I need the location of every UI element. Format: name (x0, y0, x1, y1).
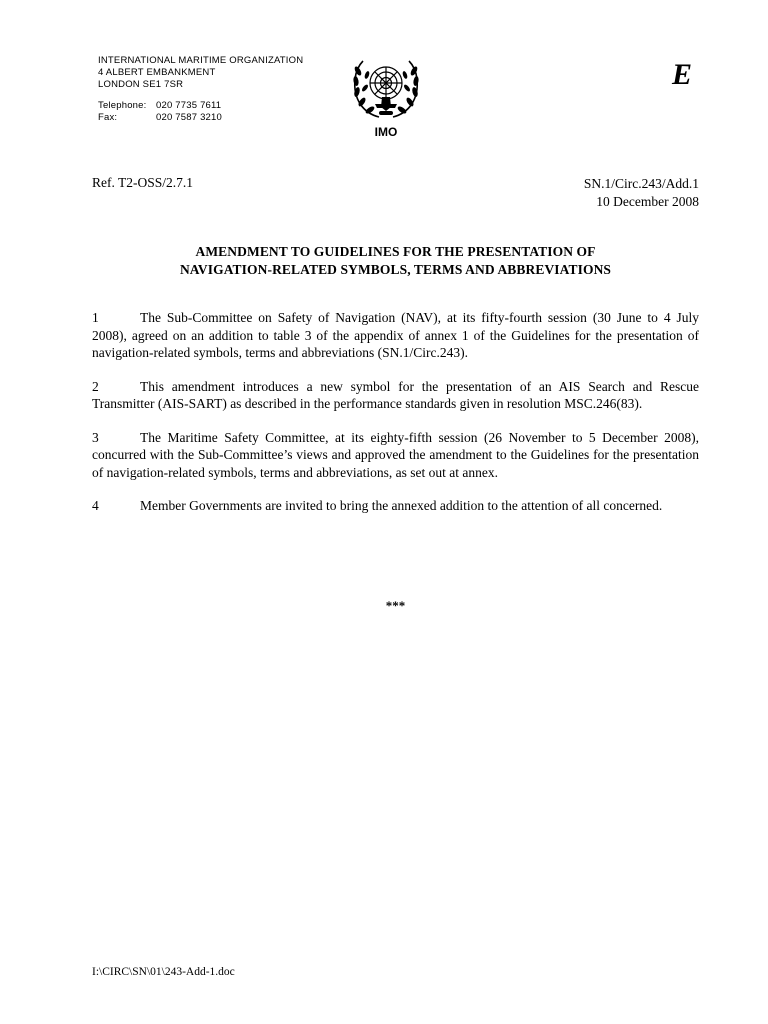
paragraph-text: Member Governments are invited to bring the annexed addition to the attention of all concerned. (140, 498, 663, 513)
org-street: 4 ALBERT EMBANKMENT (98, 67, 216, 78)
circular-number: SN.1/Circ.243/Add.1 (583, 176, 699, 191)
title-line-2: NAVIGATION-RELATED SYMBOLS, TERMS AND ABBREVIATIONS (179, 262, 612, 277)
paragraph-number: 1 (92, 310, 99, 325)
paragraph-text: The Sub-Committee on Safety of Navigation (NAV), at its fifty-fourth session (30 June to 4 July 2008), agreed on an addition to table 3 of the appendix of annex 1 of the Guidelines for the presentation of navigation-related symbols, terms and abbreviations (SN.1/Circ.243). (92, 310, 699, 360)
document-body (92, 309, 699, 531)
paragraph-number: 4 (92, 498, 99, 513)
fax-row (98, 112, 303, 124)
paragraph (92, 429, 699, 482)
paragraph (92, 497, 699, 515)
language-code: E (671, 58, 692, 91)
paragraph-text: This amendment introduces a new symbol for the presentation of an AIS Search and Rescue Transmitter (AIS-SART) as described in the performance standards given in resolution MSC.246(83). (92, 378, 699, 411)
letterhead-address (98, 55, 303, 124)
paragraph-text: The Maritime Safety Committee, at its eighty-fifth session (26 November to 5 December 2008), concurred with the Sub-Committee’s views and approved the amendment to the Guidelines for the presentation of navigation-related symbols, terms and abbreviations, as set out at annex. (92, 429, 699, 480)
telephone-row (98, 100, 303, 112)
un-laurel-emblem-icon (349, 55, 423, 123)
fax-number: 020 7587 3210 (156, 112, 222, 123)
paragraph (92, 378, 699, 413)
paragraph (92, 309, 699, 362)
paragraph-number: 3 (92, 429, 99, 445)
org-name: INTERNATIONAL MARITIME ORGANIZATION (98, 55, 304, 66)
reference-number: Ref. T2-OSS/2.7.1 (92, 175, 194, 190)
section-separator: *** (385, 598, 406, 613)
contact-block (98, 100, 303, 124)
document-title (92, 243, 699, 279)
fax-label: Fax: (98, 112, 118, 123)
title-line-1: AMENDMENT TO GUIDELINES FOR THE PRESENTATION OF (195, 244, 596, 259)
telephone-number: 020 7735 7611 (156, 100, 222, 111)
org-city: LONDON SE1 7SR (98, 79, 184, 90)
paragraph-number: 2 (92, 378, 99, 394)
imo-logo-text: IMO (374, 125, 398, 139)
footer-file-path: I:\CIRC\SN\01\243-Add-1.doc (92, 966, 235, 978)
telephone-label: Telephone: (98, 100, 147, 111)
document-date: 10 December 2008 (596, 194, 699, 209)
document-reference (584, 175, 699, 211)
